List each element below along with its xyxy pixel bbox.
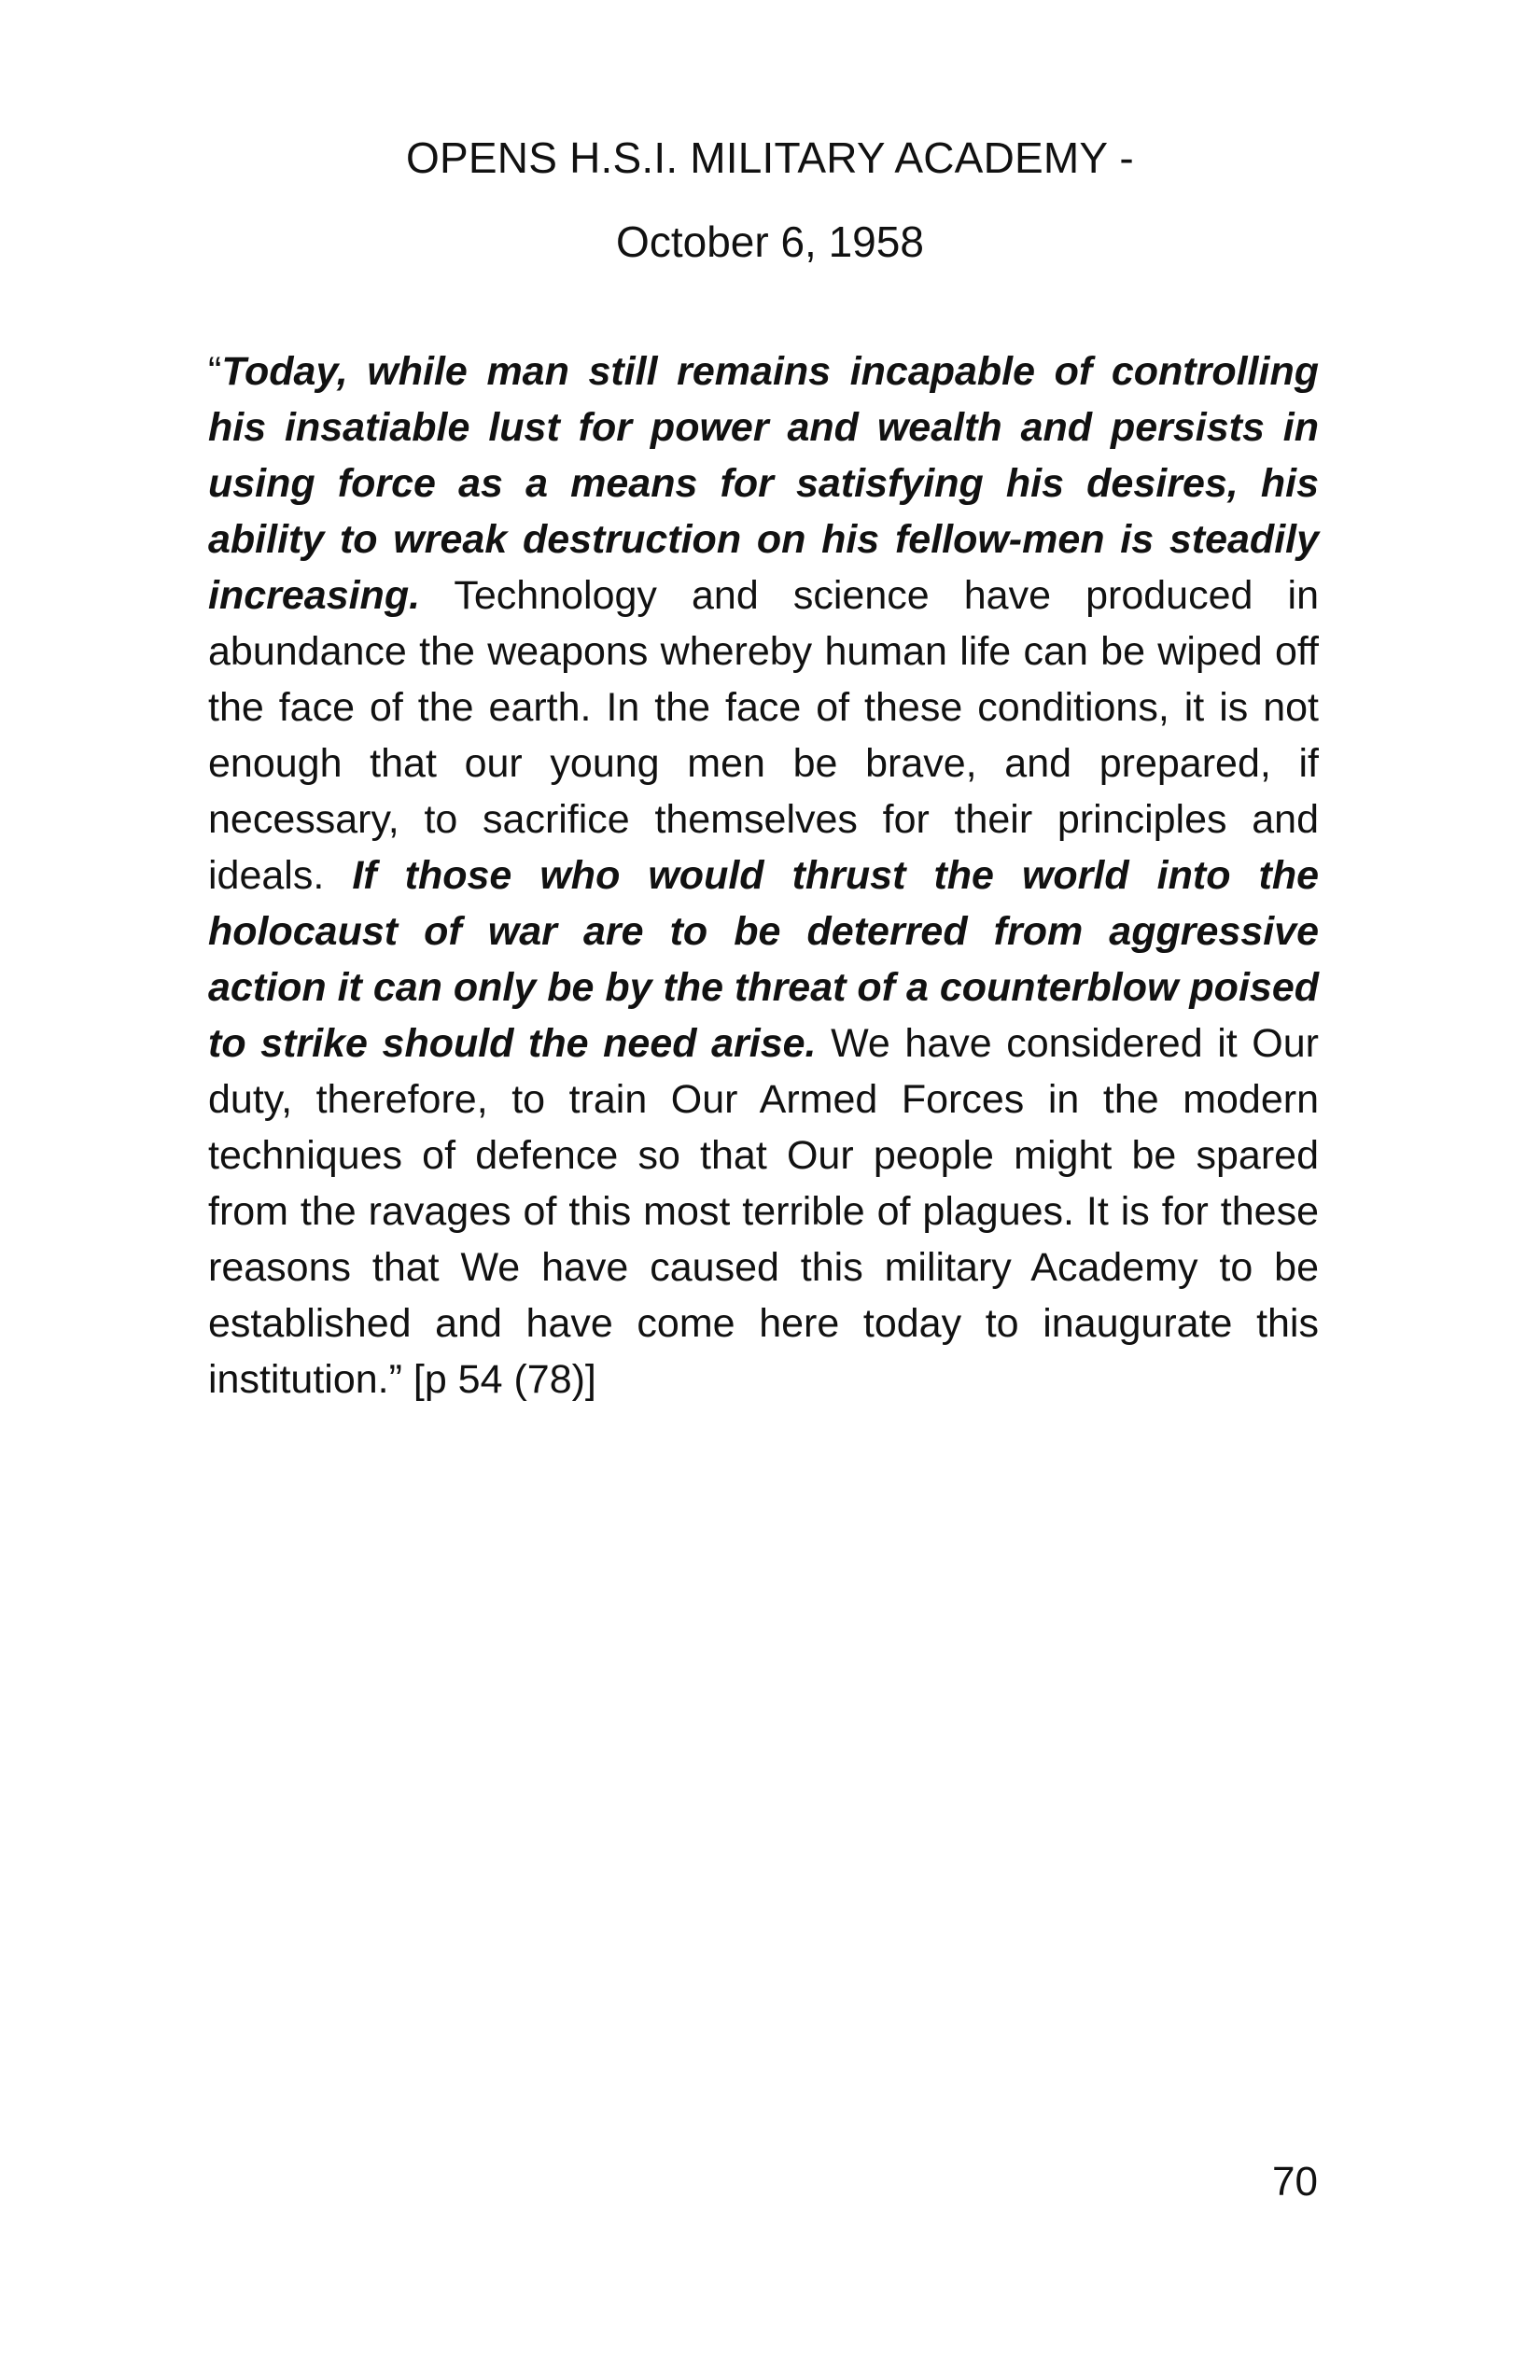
page-date: October 6, 1958	[616, 217, 924, 266]
quote-paragraph	[208, 343, 1319, 1407]
quote-open-mark: “	[208, 349, 222, 394]
body-passage-2: We have considered it Our duty, therefore, to train Our Armed Forces in the modern techniques of defence so that Our people might be spared from the ravages of this most terrible of plagues. It is for these reasons that We have caused this military Academy to be established and have come here today to inaugurate this institution.” [p 54 (78)]	[208, 1021, 1319, 1402]
body-passage-1: Technology and science have produced in abundance the weapons whereby human life can be wiped off the face of the earth. In the face of these conditions, it is not enough that our young men be brave, and prepared, if necessary, to sacrifice themselves for their principles and ideals.	[208, 573, 1319, 898]
emphasized-passage-1: Today, while man still remains incapable of controlling his insatiable lust for power and wealth and persists in using force as a means for satisfying his desires, his ability to wreak destruction on his fellow-men is steadily increasing.	[208, 349, 1319, 618]
page-title: OPENS H.S.I. MILITARY ACADEMY -	[406, 133, 1134, 182]
emphasized-passage-2: If those who would thrust the world into the holocaust of war are to be deterred from aggressive action it can only be by the threat of a counterblow poised to strike should the need arise.	[208, 853, 1319, 1066]
page-number: 70	[1272, 2159, 1318, 2205]
